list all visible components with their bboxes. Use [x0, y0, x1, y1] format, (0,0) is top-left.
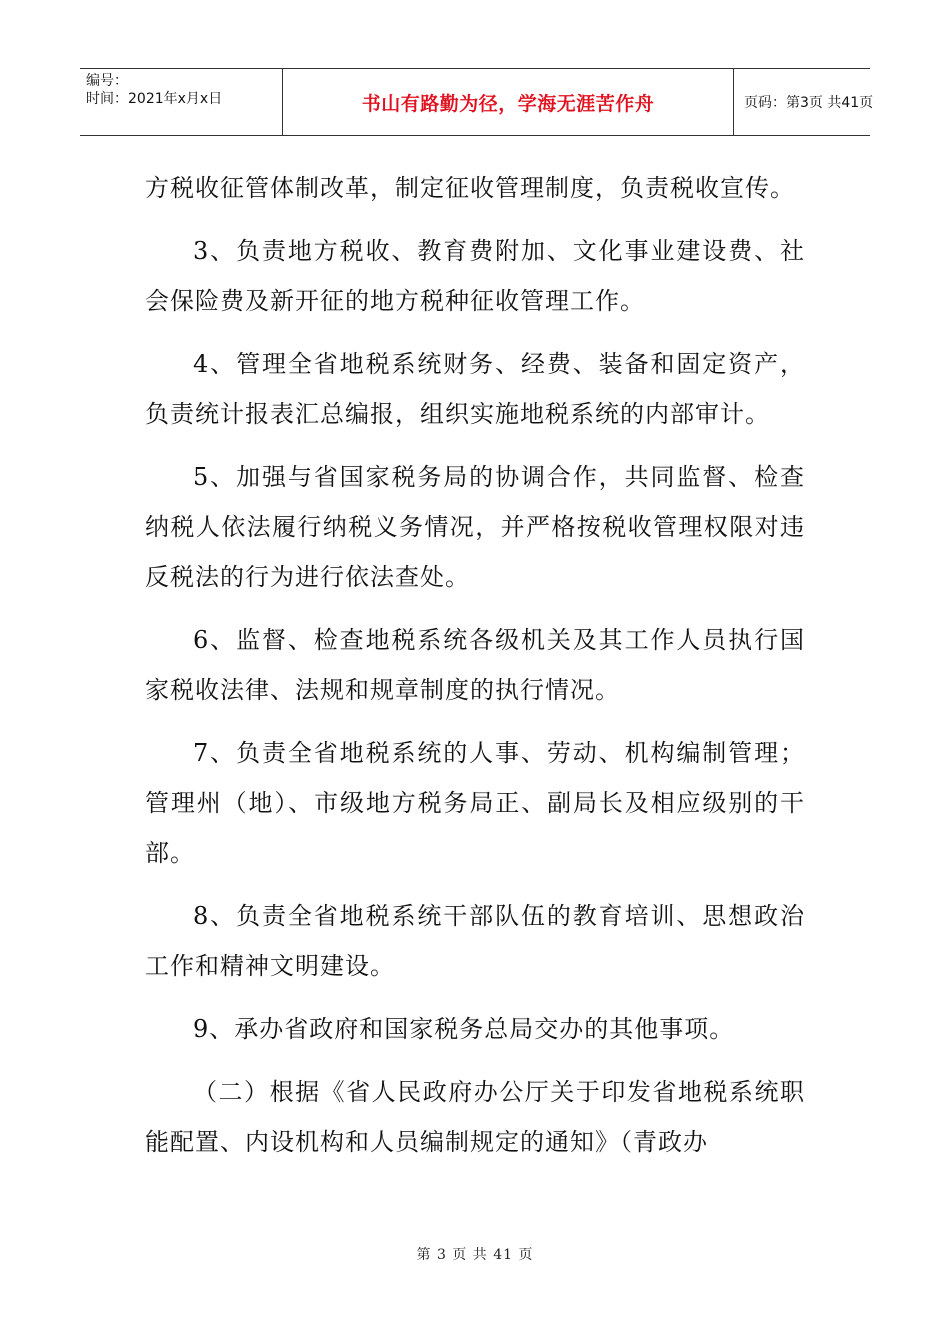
paragraph: 6、监督、检查地税系统各级机关及其工作人员执行国家税收法律、法规和规章制度的执行情况。 [145, 626, 805, 704]
paragraph: 方税收征管体制改革，制定征收管理制度，负责税收宣传。 [145, 174, 795, 202]
paragraph: 3、负责地方税收、教育费附加、文化事业建设费、社会保险费及新开征的地方税种征收管理工作。 [145, 237, 805, 315]
document-time-label: 时间：2021年x月x日 [86, 91, 223, 107]
document-body [145, 163, 805, 1180]
header-meta [80, 69, 282, 135]
paragraph: 9、承办省政府和国家税务总局交办的其他事项。 [193, 1015, 735, 1043]
header-page-info: 页码：第3页 共41页 [744, 95, 874, 111]
paragraph: （二）根据《省人民政府办公厅关于印发省地税系统职能配置、内设机构和人员编制规定的通知》（青政办 [145, 1078, 805, 1156]
paragraph: 7、负责全省地税系统的人事、劳动、机构编制管理；管理州（地）、市级地方税务局正、副局长及相应级别的干部。 [145, 739, 805, 867]
paragraph: 5、加强与省国家税务局的协调合作，共同监督、检查纳税人依法履行纳税义务情况，并严格按税收管理权限对违反税法的行为进行依法查处。 [145, 463, 805, 591]
document-number-label: 编号： [86, 73, 128, 89]
paragraph: 4、管理全省地税系统财务、经费、装备和固定资产，负责统计报表汇总编报，组织实施地税系统的内部审计。 [145, 350, 805, 428]
page-footer: 第 3 页 共 41 页 [416, 1247, 534, 1263]
paragraph: 8、负责全省地税系统干部队伍的教育培训、思想政治工作和精神文明建设。 [145, 902, 805, 980]
page-header [80, 68, 874, 136]
header-motto: 书山有路勤为径，学海无涯苦作舟 [282, 69, 734, 135]
